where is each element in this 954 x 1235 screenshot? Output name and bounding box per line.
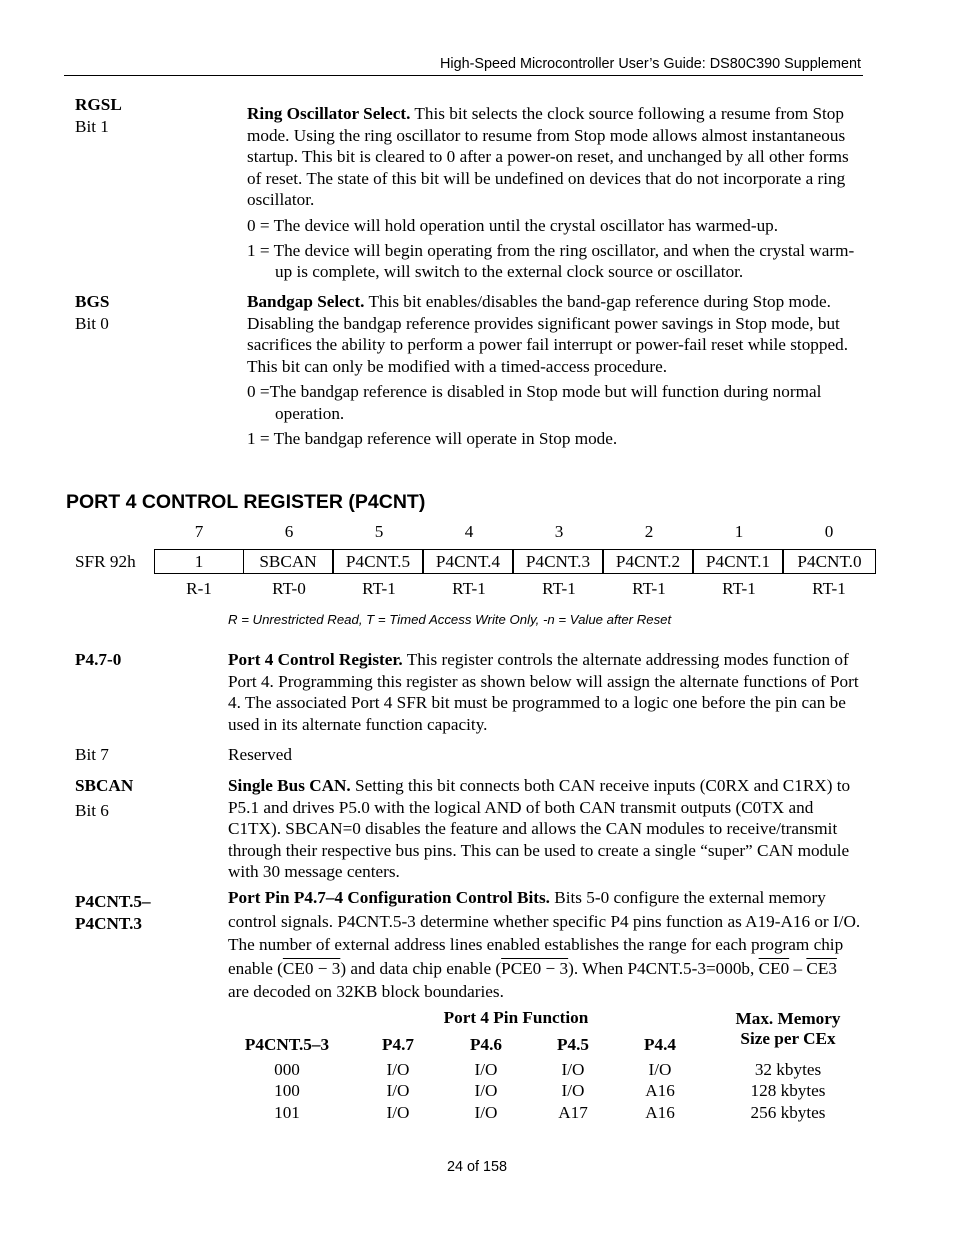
cell-p4cnt: 100 — [274, 1081, 300, 1100]
reset-value-3: RT-1 — [542, 579, 576, 598]
sbcan-text: Setting this bit connects both CAN receive inputs (C0RX and C1RX) to P5.1 and drives P5.0 with the logical AND of both CAN transmit outputs (C0TX and C1TX). SBCAN=0 disables the feature and allows the CAN modules to receive/transmit through their respective bus pins. This can be used to create a single “super” CAN module with 30 message centers. — [228, 776, 851, 882]
register-cell-2: P4CNT.2 — [603, 549, 693, 574]
max-memory-header-line1: Max. Memory — [735, 1009, 841, 1028]
pce0-3-signal: PCE0 − 3 — [501, 958, 569, 978]
bgs-heading: Bandgap Select. — [247, 292, 365, 311]
cell-p44: A16 — [645, 1103, 675, 1122]
p4cnt53-text1: Bits 5-0 configure the external memory control signals. P4CNT.5-3 determine whether specific P4 pins function as A19-A16 or I/O. The number of external address lines enabled establishes the range for each program chip enable ( — [228, 888, 861, 978]
bit7-name: Bit 7 — [75, 745, 109, 764]
ce0-signal: CE0 — [758, 958, 790, 978]
p4cnt53-text4: are decoded on 32KB block boundaries. — [228, 982, 504, 1001]
rgsl-heading: Ring Oscillator Select. — [247, 104, 411, 123]
reset-value-7: R-1 — [186, 579, 212, 598]
p47-heading: Port 4 Control Register. — [228, 650, 403, 669]
register-cell-6: SBCAN — [243, 549, 333, 574]
reset-value-0: RT-1 — [812, 579, 846, 598]
cell-p4cnt: 000 — [274, 1060, 300, 1079]
bit-number-2: 2 — [644, 522, 654, 541]
rgsl-bit: Bit 1 — [75, 117, 109, 136]
sbcan-name: SBCAN — [75, 776, 134, 795]
bit-number-5: 5 — [374, 522, 384, 541]
bgs-bit: Bit 0 — [75, 314, 109, 333]
register-cell-0: P4CNT.0 — [783, 549, 876, 574]
cell-p44: I/O — [648, 1060, 672, 1079]
bgs-name: BGS — [75, 292, 110, 311]
bit-number-6: 6 — [284, 522, 294, 541]
bgs-description — [247, 291, 862, 449]
p4cnt53-heading: Port Pin P4.7–4 Configuration Control Bits. — [228, 888, 550, 907]
sbcan-bit: Bit 6 — [75, 801, 109, 820]
register-cell-1: P4CNT.1 — [693, 549, 783, 574]
cell-p45: I/O — [561, 1081, 585, 1100]
column-header-p44: P4.4 — [644, 1035, 676, 1054]
rgsl-option-1: 1 = The device will begin operating from the ring oscillator, and when the crystal warm-up is complete, will switch to the external clock source or oscillator. — [247, 240, 855, 282]
cell-p45: A17 — [558, 1103, 588, 1122]
pin-function-group-header: Port 4 Pin Function — [443, 1008, 589, 1027]
p47-text: This register controls the alternate addressing modes function of Port 4. Programming this register as shown below will assign the alternate functions of Port 4. The associated Port 4 SFR bit must be programmed to a logic one before the pin can be used in its alternate function capacity. — [228, 650, 859, 734]
reset-value-4: RT-1 — [452, 579, 486, 598]
p4cnt53-description — [228, 886, 862, 1004]
reset-value-6: RT-0 — [272, 579, 306, 598]
cell-max-memory: 32 kbytes — [754, 1060, 822, 1079]
page-header-title: High-Speed Microcontroller User’s Guide: DS80C390 Supplement — [439, 56, 861, 72]
cell-p46: I/O — [474, 1081, 498, 1100]
bit-number-3: 3 — [554, 522, 564, 541]
p47-name: P4.7-0 — [75, 650, 122, 669]
p47-description — [228, 649, 862, 735]
p4cnt53-text2: ) and data chip enable ( — [340, 958, 502, 978]
reset-value-1: RT-1 — [722, 579, 756, 598]
bit-number-1: 1 — [734, 522, 744, 541]
bgs-text: This bit enables/disables the band-gap reference during Stop mode. Disabling the bandgap reference provides significant power savings in Stop mode, but sacrifices the ability to perform a power fail interrupt or power-fail reset while stopped. This bit can only be modified with a timed-access procedure. — [247, 292, 848, 376]
register-cell-3: P4CNT.3 — [513, 549, 603, 574]
bit-number-0: 0 — [824, 522, 834, 541]
rgsl-description — [247, 103, 862, 283]
rgsl-option-0: 0 = The device will hold operation until the crystal oscillator has warmed-up. — [247, 215, 779, 235]
bit7-text: Reserved — [228, 745, 292, 764]
page-number: 24 of 158 — [446, 1159, 507, 1175]
ce3-signal: CE3 — [806, 958, 837, 978]
p4cnt53-dash: – — [789, 958, 807, 978]
sbcan-description — [228, 775, 862, 883]
column-header-p47: P4.7 — [382, 1035, 414, 1054]
column-header-p4cnt: P4CNT.5–3 — [244, 1035, 330, 1054]
cell-p46: I/O — [474, 1103, 498, 1122]
p4cnt53-name-line2: P4CNT.3 — [75, 914, 142, 933]
bit-number-7: 7 — [194, 522, 204, 541]
rgsl-name: RGSL — [75, 95, 122, 114]
rgsl-text: This bit selects the clock source following a resume from Stop mode. Using the ring oscillator to resume from Stop mode allows almost instantaneous startup. This bit is cleared to 0 after a power-on reset, and unchanged by all other forms of reset. The state of this bit will be undefined on devices that do not incorporate a ring oscillator. — [247, 104, 849, 210]
header-rule — [64, 75, 863, 76]
register-cell-5: P4CNT.5 — [333, 549, 423, 574]
max-memory-header-line2: Size per CEx — [740, 1029, 836, 1048]
cell-max-memory: 256 kbytes — [750, 1103, 826, 1122]
p4cnt53-text3: ). When P4CNT.5-3=000b, — [568, 958, 759, 978]
column-header-p46: P4.6 — [470, 1035, 502, 1054]
cell-p47: I/O — [386, 1060, 410, 1079]
bit-number-4: 4 — [464, 522, 474, 541]
cell-p47: I/O — [386, 1081, 410, 1100]
p4cnt53-name-line1: P4CNT.5– — [75, 892, 151, 911]
register-cell-7: 1 — [154, 549, 244, 574]
cell-p45: I/O — [561, 1060, 585, 1079]
reset-value-5: RT-1 — [362, 579, 396, 598]
cell-p46: I/O — [474, 1060, 498, 1079]
cell-p4cnt: 101 — [274, 1103, 300, 1122]
section-title: PORT 4 CONTROL REGISTER (P4CNT) — [66, 491, 426, 513]
pin-function-table — [228, 1005, 858, 1130]
register-cell-4: P4CNT.4 — [423, 549, 513, 574]
cell-p44: A16 — [645, 1081, 675, 1100]
sfr-address: SFR 92h — [75, 552, 136, 571]
sbcan-heading: Single Bus CAN. — [228, 776, 351, 795]
ce0-3-signal: CE0 − 3 — [282, 958, 341, 978]
cell-p47: I/O — [386, 1103, 410, 1122]
cell-max-memory: 128 kbytes — [750, 1081, 826, 1100]
reset-value-2: RT-1 — [632, 579, 666, 598]
bgs-option-0: 0 =The bandgap reference is disabled in Stop mode but will function during normal operation. — [247, 382, 822, 423]
column-header-p45: P4.5 — [557, 1035, 589, 1054]
register-legend: R = Unrestricted Read, T = Timed Access Write Only, -n = Value after Reset — [228, 612, 672, 627]
bgs-option-1: 1 = The bandgap reference will operate in Stop mode. — [247, 428, 618, 448]
